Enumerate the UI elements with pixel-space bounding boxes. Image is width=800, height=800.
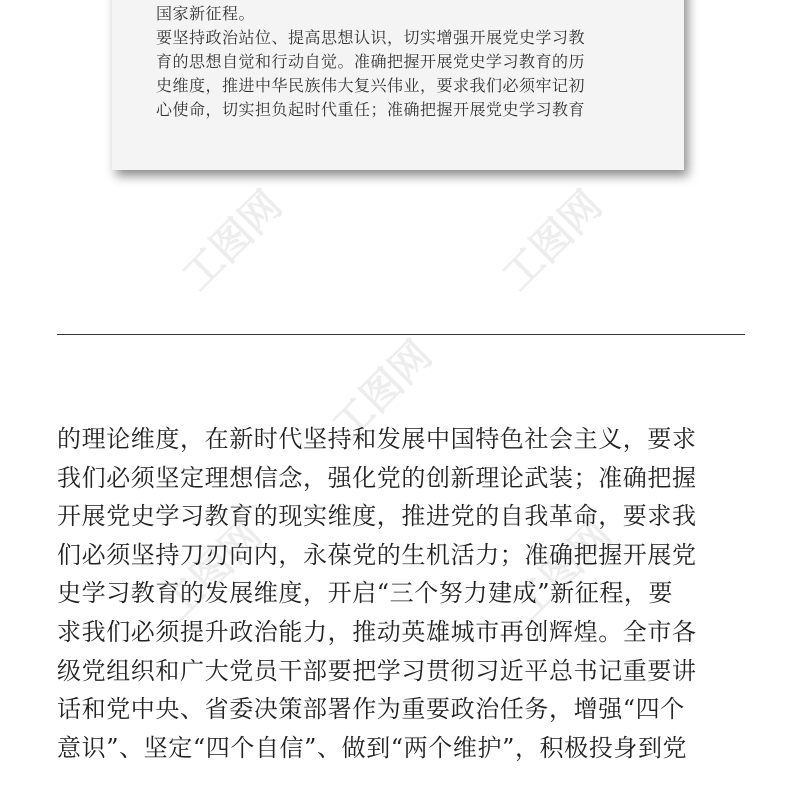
- body-line: 我们必须坚定理想信念，强化党的创新理论武装；准确把握: [57, 463, 697, 492]
- watermark: 工图网: [173, 182, 292, 300]
- body-line: 史学习教育的发展维度，开启“三个努力建成”新征程，要: [57, 579, 674, 608]
- watermark: 工图网: [323, 332, 442, 450]
- body-text: [57, 420, 757, 767]
- body-line: 求我们必须提升政治能力，推动英雄城市再创辉煌。全市各: [57, 617, 697, 646]
- body-line: 的理论维度，在新时代坚持和发展中国特色社会主义，要求: [57, 425, 697, 453]
- body-line: 开展党史学习教育的现实维度，推进党的自我革命，要求我: [57, 502, 697, 531]
- card-line: 史维度，推进中华民族伟大复兴伟业，要求我们必须牢记初: [156, 76, 586, 95]
- watermark: 工图网: [153, 512, 272, 630]
- body-line: 级党组织和广大党员干部要把学习贯彻习近平总书记重要讲: [57, 656, 697, 685]
- card-line: 心使命，切实担负起时代重任；准确把握开展党史学习教育: [156, 100, 586, 119]
- card-line: 国家新征程。: [156, 4, 256, 23]
- divider-line: [57, 334, 745, 335]
- body-line: 话和党中央、省委决策部署作为重要政治任务，增强“四个: [57, 695, 685, 724]
- body-line: 意识”、坚定“四个自信”、做到“两个维护”，积极投身到党: [57, 733, 688, 762]
- quote-card-text: [156, 2, 656, 122]
- watermark: 工图网: [493, 182, 612, 300]
- watermark: 工图网: [503, 512, 622, 630]
- card-line: 要坚持政治站位、提高思想认识，切实增强开展党史学习教: [156, 28, 586, 47]
- body-line: 们必须坚持刀刃向内，永葆党的生机活力；准确把握开展党: [57, 540, 697, 569]
- card-line: 育的思想自觉和行动自觉。准确把握开展党史学习教育的历: [156, 52, 586, 71]
- quote-card: [112, 0, 684, 170]
